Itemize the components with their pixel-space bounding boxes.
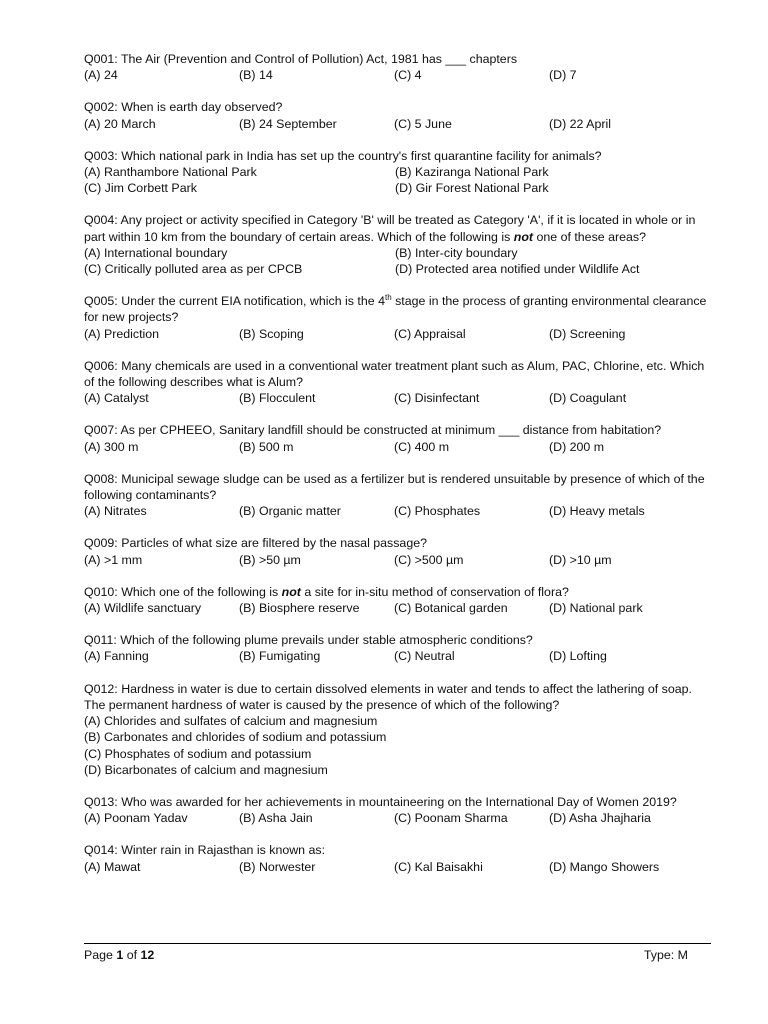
option-a: (A) Poonam Yadav [84, 811, 188, 826]
question-q001 [84, 51, 714, 83]
question-q010 [84, 584, 714, 616]
option-d: (D) Screening [549, 326, 626, 341]
question-text: Q010: Which one of the following is not a site for in-situ method of conservation of flora? [84, 584, 569, 599]
option-c: (C) 5 June [394, 116, 452, 131]
question-text: Q005: Under the current EIA notification, which is the 4th stage in the process of granting environmental clearance for new projects? [84, 293, 707, 325]
option-b: (B) Biosphere reserve [239, 601, 360, 616]
page-number: Page 1 of 12 [84, 948, 155, 962]
question-text: Q012: Hardness in water is due to certain dissolved elements in water and tends to affect the lathering of soap. The permanent hardness of water is caused by the presence of which of the following? [84, 681, 692, 712]
options-row [84, 859, 714, 875]
question-text: Q003: Which national park in India has set up the country's first quarantine facility for animals? [84, 148, 602, 163]
option-c: (C) Critically polluted area as per CPCB [84, 262, 303, 277]
option-a: (A) Nitrates [84, 504, 147, 519]
question-q003 [84, 148, 714, 197]
option-a: (A) Chlorides and sulfates of calcium and magnesium [84, 714, 378, 729]
question-q007 [84, 422, 714, 454]
page-footer [84, 947, 688, 963]
option-c: (C) 400 m [394, 439, 450, 454]
question-q005 [84, 293, 714, 342]
option-c: (C) Phosphates [394, 504, 481, 519]
question-q012 [84, 681, 714, 778]
option-b: (B) Inter-city boundary [395, 245, 518, 260]
option-a: (A) Prediction [84, 326, 160, 341]
option-d: (D) Lofting [549, 649, 607, 664]
question-q011 [84, 632, 714, 664]
option-d: (D) Gir Forest National Park [395, 181, 549, 196]
question-text: Q006: Many chemicals are used in a conventional water treatment plant such as Alum, PAC, Chlorine, etc. Which of the following describes what is Alum? [84, 358, 705, 390]
options-row [84, 648, 714, 664]
option-b: (B) 500 m [239, 439, 294, 454]
option-b: (B) Norwester [239, 859, 316, 874]
footer-divider [84, 943, 711, 944]
options-row [84, 600, 714, 616]
options-row [84, 245, 714, 261]
emphasis-not: not [513, 229, 534, 244]
option-d: (D) 22 April [549, 116, 611, 131]
question-text: Q014: Winter rain in Rajasthan is known as: [84, 843, 326, 858]
option-a: (A) Catalyst [84, 391, 149, 406]
question-text: Q002: When is earth day observed? [84, 100, 283, 115]
option-c: (C) Poonam Sharma [394, 811, 508, 826]
option-b: (B) Flocculent [239, 391, 316, 406]
ordinal-suffix: th [384, 293, 392, 303]
emphasis-not: not [281, 584, 301, 599]
options-row [84, 390, 714, 406]
question-text: Q004: Any project or activity specified in Category 'B' will be treated as Category 'A', if it is located in whole or in part within 10 km from the boundary of certain areas. Which of the following is not one of these areas? [84, 213, 696, 244]
question-q009 [84, 535, 714, 567]
question-text: Q013: Who was awarded for her achievements in mountaineering on the International Day of Women 2019? [84, 794, 677, 809]
options-row [84, 261, 714, 277]
options-row [84, 503, 714, 519]
options-row [84, 67, 714, 83]
paper-type: Type: M [643, 948, 688, 962]
question-page [84, 51, 714, 891]
option-c: (C) Neutral [394, 649, 455, 664]
option-d: (D) Protected area notified under Wildlife Act [395, 262, 640, 277]
option-c: (C) >500 µm [394, 552, 464, 567]
option-b: (B) Scoping [239, 326, 304, 341]
question-text: Q008: Municipal sewage sludge can be used as a fertilizer but is rendered unsuitable by presence of which of the following contaminants? [84, 471, 705, 503]
option-a: (A) 20 March [84, 116, 156, 131]
option-c: (C) Botanical garden [394, 601, 508, 616]
option-a: (A) Fanning [84, 649, 149, 664]
option-a: (A) >1 mm [84, 552, 143, 567]
options-row [84, 180, 714, 196]
option-b: (B) Fumigating [239, 649, 321, 664]
option-b: (B) Asha Jain [239, 811, 313, 826]
option-b: (B) Organic matter [239, 504, 341, 519]
question-q002 [84, 99, 714, 131]
option-c: (C) Kal Baisakhi [394, 859, 483, 874]
option-d: (D) Mango Showers [549, 859, 660, 874]
option-a: (A) Ranthambore National Park [84, 165, 257, 180]
option-b: (B) 14 [239, 68, 273, 83]
option-a: (A) International boundary [84, 245, 228, 260]
option-c: (C) Appraisal [394, 326, 466, 341]
question-text: Q001: The Air (Prevention and Control of Pollution) Act, 1981 has ___ chapters [84, 52, 518, 66]
question-q014 [84, 842, 714, 874]
option-b: (B) Kaziranga National Park [395, 165, 549, 180]
option-d: (D) Coagulant [549, 391, 627, 406]
option-d: (D) 7 [549, 68, 577, 83]
option-c: (C) 4 [394, 68, 422, 83]
question-q013 [84, 794, 714, 826]
option-b: (B) >50 µm [239, 552, 301, 567]
question-q008 [84, 471, 714, 520]
question-text: Q011: Which of the following plume prevails under stable atmospheric conditions? [84, 633, 533, 648]
option-c: (C) Phosphates of sodium and potassium [84, 746, 312, 761]
options-row [84, 164, 714, 180]
question-text: Q007: As per CPHEEO, Sanitary landfill should be constructed at minimum ___ distance from habitation? [84, 423, 662, 438]
option-b: (B) Carbonates and chlorides of sodium and potassium [84, 730, 387, 745]
question-q004 [84, 212, 714, 277]
option-a: (A) Wildlife sanctuary [84, 601, 202, 616]
option-a: (A) 300 m [84, 439, 139, 454]
option-d: (D) National park [549, 601, 643, 616]
option-d: (D) Heavy metals [549, 504, 645, 519]
options-row [84, 326, 714, 342]
option-b: (B) 24 September [239, 116, 337, 131]
option-d: (D) Bicarbonates of calcium and magnesium [84, 762, 328, 777]
option-d: (D) >10 µm [549, 552, 612, 567]
options-row [84, 116, 714, 132]
options-row [84, 810, 714, 826]
option-d: (D) Asha Jhajharia [549, 811, 651, 826]
option-a: (A) 24 [84, 68, 118, 83]
options-row [84, 439, 714, 455]
options-row [84, 552, 714, 568]
question-q006 [84, 358, 714, 407]
option-c: (C) Disinfectant [394, 391, 480, 406]
option-c: (C) Jim Corbett Park [84, 181, 197, 196]
option-a: (A) Mawat [84, 859, 141, 874]
option-d: (D) 200 m [549, 439, 605, 454]
question-text: Q009: Particles of what size are filtered by the nasal passage? [84, 536, 427, 551]
